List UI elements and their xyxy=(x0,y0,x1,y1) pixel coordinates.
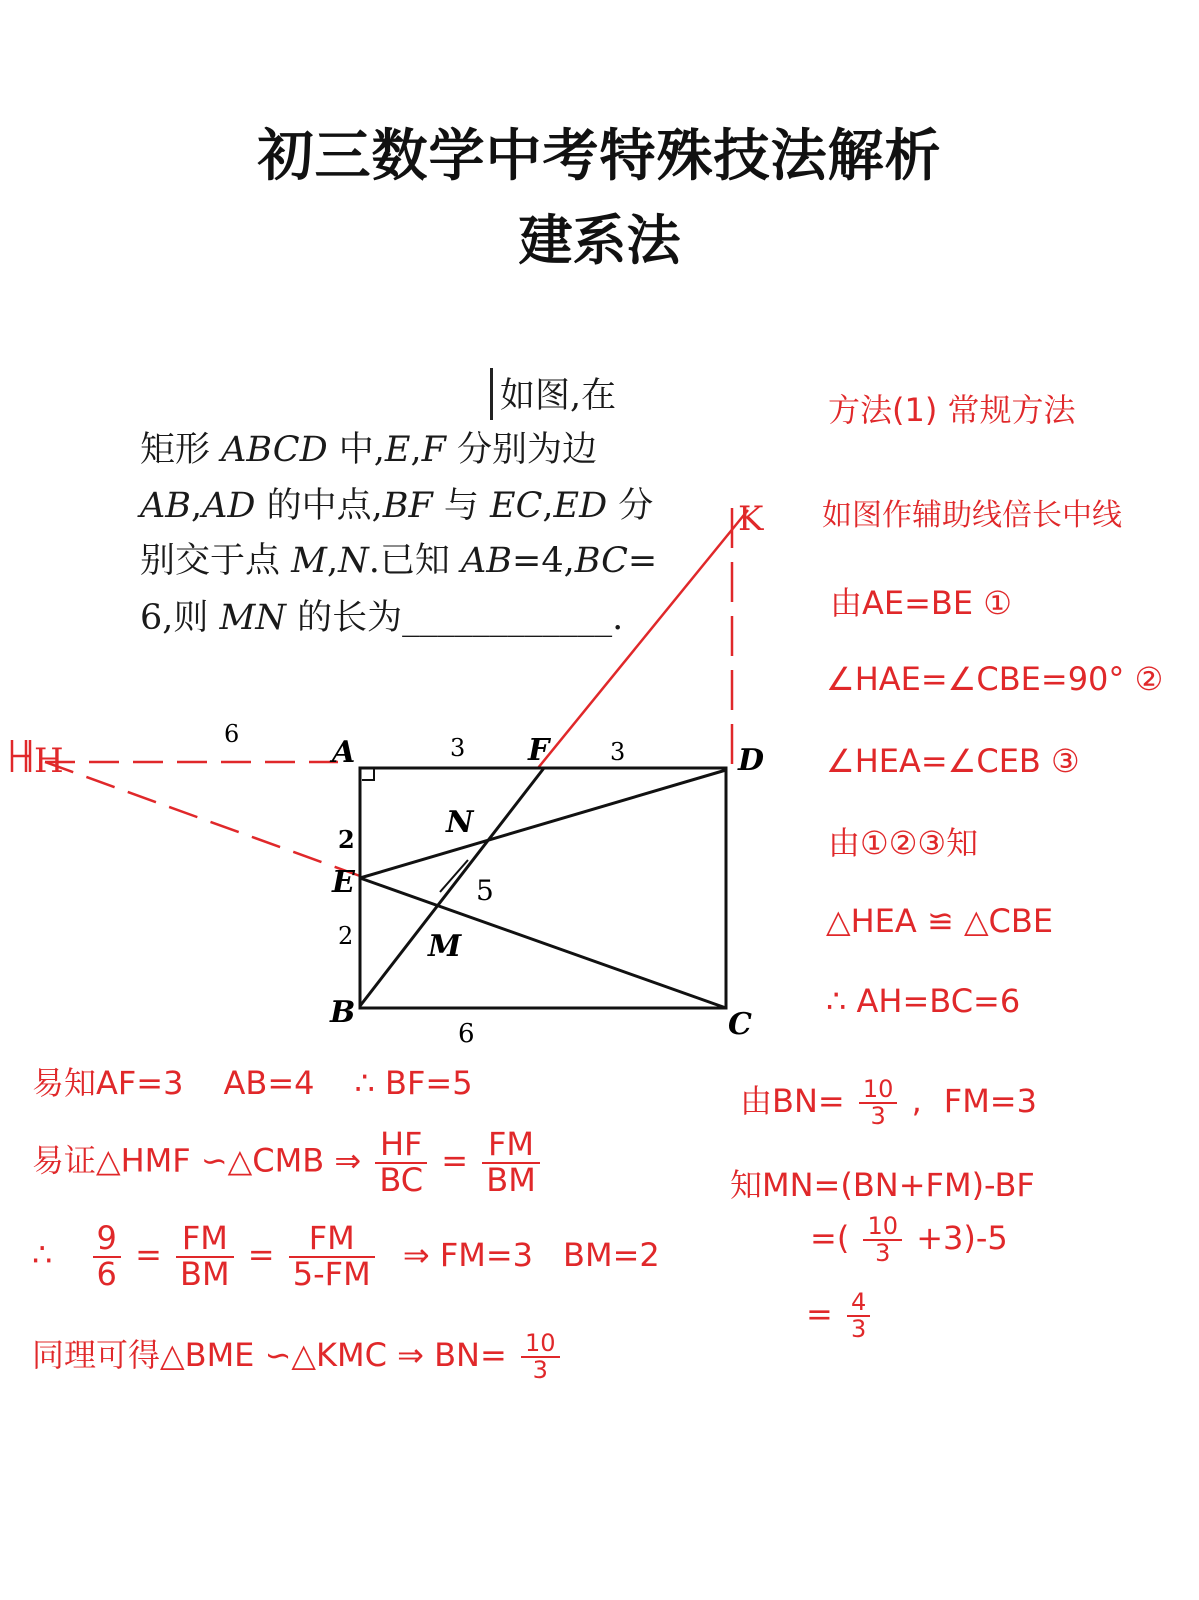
result-line-4: = $\frac{4}{3}$ xyxy=(806,1290,874,1342)
segment-ec xyxy=(360,878,726,1008)
label-E: E xyxy=(332,865,355,900)
fraction-10-3-b: $\frac{10}{3}$ xyxy=(863,1214,902,1266)
fraction-9-6: $\frac{9}{6}$ xyxy=(93,1222,121,1291)
label-N: N xyxy=(446,805,474,840)
method-line-6: △HEA ≌ △CBE xyxy=(826,902,1054,940)
fraction-4-3: $\frac{4}{3}$ xyxy=(847,1290,870,1342)
label-A: A xyxy=(332,735,356,770)
label-B: B xyxy=(330,995,356,1030)
problem-line-1: 如图,在 xyxy=(500,376,617,416)
fraction-bn: $\frac{10}{3}$ xyxy=(859,1077,898,1129)
length-bc: 6 xyxy=(458,1019,475,1049)
label-K: K xyxy=(738,499,764,539)
label-D: D xyxy=(738,743,765,778)
length-eb: 2 xyxy=(338,922,354,950)
problem-line-2: 矩形 ABCD 中,E,F 分别为边 xyxy=(140,430,598,470)
work-line-1: 易知AF=3 AB=4 ∴ BF=5 xyxy=(32,1064,473,1102)
method-line-3: ∠HAE=∠CBE=90° ② xyxy=(826,660,1164,698)
method-line-7: ∴ AH=BC=6 xyxy=(826,982,1021,1020)
length-fd: 3 xyxy=(610,738,626,766)
work-line-2: 易证△HMF ∽△CMB ⇒ $\frac{HF}{BC}$ = $\frac{FM}{BM}$ xyxy=(32,1128,544,1197)
problem-line-3: AB,AD 的中点,BF 与 EC,ED 分 xyxy=(140,486,654,526)
method-line-2: 由AE=BE ① xyxy=(830,584,1012,622)
aux-line-fk xyxy=(538,510,748,768)
method-line-5: 由①②③知 xyxy=(828,824,979,862)
length-bf: 5 xyxy=(476,874,494,907)
rectangle-abcd xyxy=(360,768,726,1008)
length-af: 3 xyxy=(450,734,466,762)
work-line-4: 同理可得△BME ∽△KMC ⇒ BN= $\frac{10}{3}$ xyxy=(32,1330,564,1383)
aux-line-he xyxy=(45,762,360,876)
problem-line-5: 6,则 MN 的长为____________. xyxy=(140,598,624,638)
work-line-3: ∴ $\frac{9}{6}$ = $\frac{FM}{BM}$ = $\frac{FM}{5-FM}$ ⇒ FM=3 BM=2 xyxy=(32,1219,660,1293)
label-C: C xyxy=(728,1007,752,1042)
fraction-fm-bm-2: $\frac{FM}{BM}$ xyxy=(176,1222,234,1291)
right-angle-mark xyxy=(362,768,374,780)
problem-line-4: 别交于点 M,N.已知 AB=4,BC= xyxy=(140,541,658,581)
fraction-fm-5fm: $\frac{FM}{5-FM}$ xyxy=(289,1222,375,1291)
label-H: H xyxy=(34,741,64,781)
method-heading: 方法(1) 常规方法 xyxy=(828,391,1076,429)
length-ae: 2 xyxy=(338,825,355,854)
method-line-4: ∠HEA=∠CEB ③ xyxy=(826,742,1080,780)
fraction-fm-bm: $\frac{FM}{BM}$ xyxy=(482,1128,540,1197)
fraction-10-3: $\frac{10}{3}$ xyxy=(521,1331,560,1383)
fraction-hf-bc: $\frac{HF}{BC}$ xyxy=(375,1128,427,1197)
length-ha: 6 xyxy=(224,720,240,748)
page-subtitle: 建系法 xyxy=(518,209,681,272)
tick-mark xyxy=(440,860,468,892)
label-M: M xyxy=(428,929,462,964)
page-title: 初三数学中考特殊技法解析 xyxy=(257,124,942,189)
result-line-3: =( $\frac{10}{3}$ +3)-5 xyxy=(810,1212,1008,1268)
segment-ed xyxy=(360,770,726,878)
method-line-1: 如图作辅助线倍长中线 xyxy=(822,498,1122,533)
result-line-2: 知MN=(BN+FM)-BF xyxy=(730,1166,1035,1204)
result-line-1: 由BN= $\frac{10}{3}$ , FM=3 xyxy=(740,1074,1037,1130)
label-F: F xyxy=(528,733,550,768)
